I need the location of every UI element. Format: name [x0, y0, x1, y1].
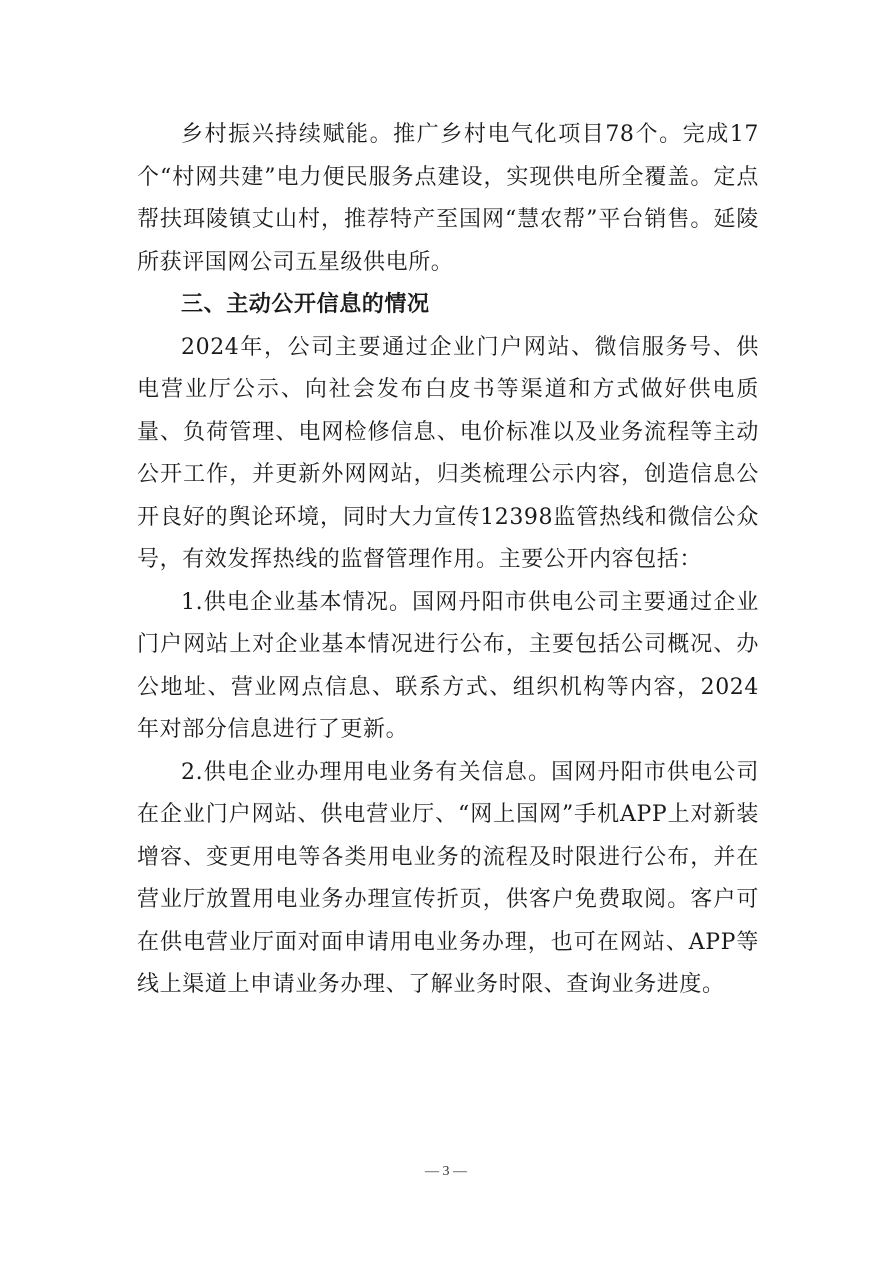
paragraph-business-info: 2.供电企业办理用电业务有关信息。国网丹阳市供电公司在企业门户网站、供电营业厅、“网上国网”手机APP上对新装增容、变更用电等各类用电业务的流程及时限进行公布，并在营业厅放置用电业务办理宣传折页，供客户免费取阅。客户可在供电营业厅面对面申请用电业务办理，也可在网站、APP等线上渠道上申请业务办理、了解业务时限、查询业务进度。	[137, 759, 759, 997]
paragraph-disclosure-overview: 2024年，公司主要通过企业门户网站、微信服务号、供电营业厅公示、向社会发布白皮书等渠道和方式做好供电质量、负荷管理、电网检修信息、电价标准以及业务流程等主动公开工作，并更新外网网站，归类梳理公示内容，创造信息公开良好的舆论环境，同时大力宣传12398监管热线和微信公众号，有效发挥热线的监督管理作用。主要公开内容包括：	[137, 334, 759, 572]
paragraph-basic-info: 1.供电企业基本情况。国网丹阳市供电公司主要通过企业门户网站上对企业基本情况进行公布，主要包括公司概况、办公地址、营业网点信息、联系方式、组织机构等内容，2024年对部分信息进行了更新。	[137, 589, 759, 742]
paragraph-rural-revitalization: 乡村振兴持续赋能。推广乡村电气化项目78个。完成17个“村网共建”电力便民服务点建设，实现供电所全覆盖。定点帮扶珥陵镇丈山村，推荐特产至国网“慧农帮”平台销售。延陵所获评国网公司五星级供电所。	[137, 122, 759, 275]
document-body	[137, 114, 759, 1007]
section-heading-public-information: 三、主动公开信息的情况	[181, 292, 430, 317]
page-number: — 3 —	[425, 1164, 467, 1179]
